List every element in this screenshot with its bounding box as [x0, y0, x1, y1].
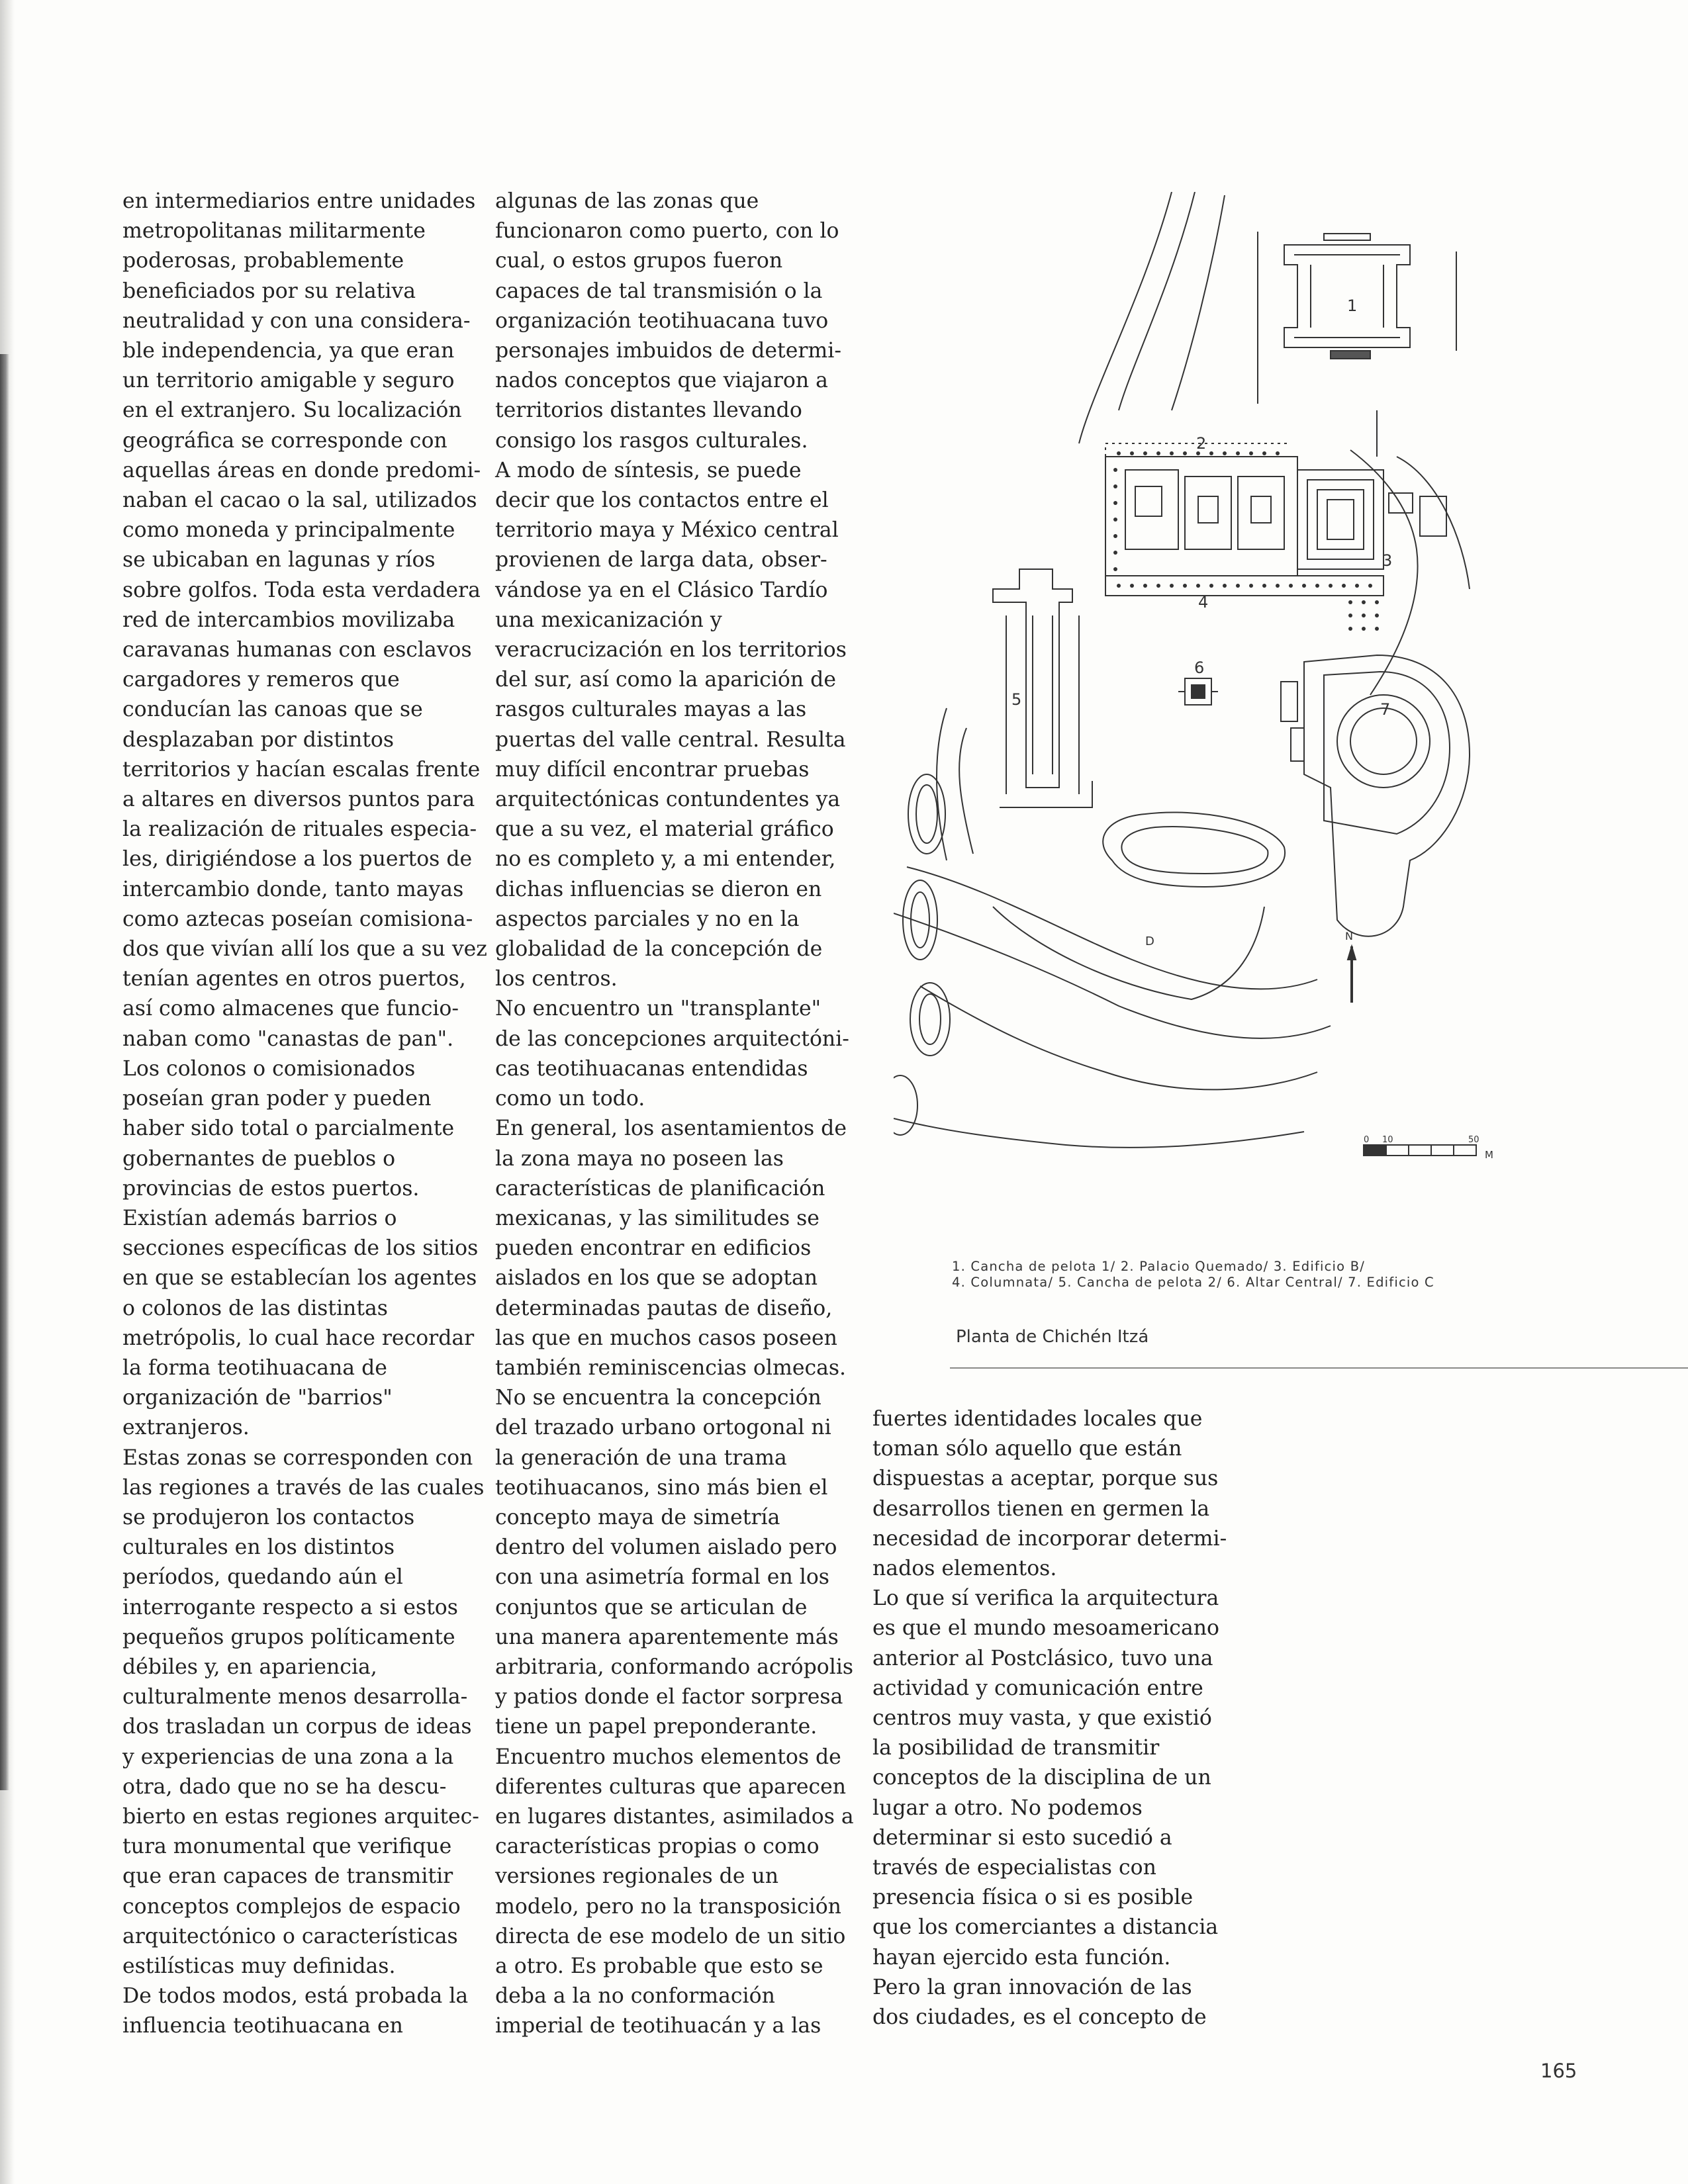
text-line: anterior al Postclásico, tuvo una	[872, 1646, 1213, 1670]
text-line: poseían gran poder y pueden	[122, 1087, 432, 1111]
text-line: y experiencias de una zona a la	[122, 1745, 454, 1769]
text-line: puertas del valle central. Resulta	[495, 727, 846, 752]
text-line: culturalmente menos desarrolla-	[122, 1685, 468, 1709]
text-line: toman sólo aquello que están	[872, 1437, 1182, 1461]
text-line: metrópolis, lo cual hace recordar	[122, 1326, 475, 1350]
text-line: Encuentro muchos elementos de	[495, 1745, 841, 1769]
building-number-3: 3	[1382, 551, 1393, 570]
text-line: aislados en los que se adoptan	[495, 1266, 818, 1291]
chichen-itza-plan	[894, 192, 1523, 1224]
text-line: conjuntos que se articulan de	[495, 1595, 808, 1619]
text-line: gobernantes de pueblos o	[122, 1146, 396, 1171]
figure-legend	[952, 1259, 1528, 1291]
text-line: En general, los asentamientos de	[495, 1116, 847, 1141]
contour-line	[959, 728, 973, 854]
text-line: consigo los rasgos culturales.	[495, 428, 808, 453]
text-line: también reminiscencias olmecas.	[495, 1355, 847, 1380]
text-line: De todos modos, está probada la	[122, 1984, 469, 2009]
text-line: territorio maya y México central	[495, 518, 839, 543]
text-line: fuertes identidades locales que	[872, 1407, 1203, 1431]
text-line: arbitraria, conformando acrópolis	[495, 1655, 854, 1679]
text-line: naban como "canastas de pan".	[122, 1026, 454, 1051]
text-line: estilísticas muy definidas.	[122, 1954, 396, 1978]
text-line: versiones regionales de un	[495, 1864, 779, 1889]
legend-line: 4. Columnata/ 5. Cancha de pelota 2/ 6. Altar Central/ 7. Edificio C	[952, 1275, 1434, 1290]
text-line: rasgos culturales mayas a las	[495, 698, 807, 722]
scale-unit: M	[1485, 1149, 1493, 1161]
building-number-2: 2	[1196, 434, 1207, 453]
text-line: con una asimetría formal en los	[495, 1565, 829, 1590]
building-7	[1281, 655, 1470, 936]
building-number-7: 7	[1380, 700, 1391, 719]
text-line: geográfica se corresponde con	[122, 428, 447, 453]
text-line: débiles y, en apariencia,	[122, 1655, 377, 1679]
text-line: cas teotihuacanas entendidas	[495, 1056, 808, 1081]
text-line: extranjeros.	[122, 1416, 250, 1440]
text-line: tenían agentes en otros puertos,	[122, 967, 466, 991]
text-line: es que el mundo mesoamericano	[872, 1616, 1219, 1641]
text-line: y patios donde el factor sorpresa	[495, 1685, 843, 1709]
text-line: beneficiados por su relativa	[122, 279, 416, 303]
caption-divider	[950, 1367, 1688, 1369]
text-line: un territorio amigable y seguro	[122, 369, 455, 393]
text-line: globalidad de la concepción de	[495, 937, 823, 962]
scale-label-end: 50	[1468, 1135, 1479, 1145]
text-line: influencia teotihuacana en	[122, 2014, 403, 2038]
contour-line	[1119, 192, 1195, 410]
text-line: caravanas humanas con esclavos	[122, 638, 472, 662]
text-line: capaces de tal transmisión o la	[495, 279, 823, 303]
text-line: dispuestas a aceptar, porque sus	[872, 1467, 1219, 1491]
text-line: ble independencia, ya que eran	[122, 339, 455, 363]
text-line: a otro. Es probable que esto se	[495, 1954, 823, 1978]
text-line: necesidad de incorporar determi-	[872, 1526, 1227, 1551]
text-line: presencia física o si es posible	[872, 1886, 1194, 1910]
pond-label: D	[1145, 934, 1154, 948]
text-line: que eran capaces de transmitir	[122, 1864, 453, 1889]
text-line: conceptos de la disciplina de un	[872, 1766, 1211, 1790]
building-2-4	[1105, 443, 1383, 596]
contour-line	[894, 913, 1331, 1038]
mound	[894, 1075, 917, 1135]
text-line: que a su vez, el material gráfico	[495, 817, 834, 842]
text-line: territorios y hacían escalas frente	[122, 757, 481, 782]
text-line: bierto en estas regiones arquitec-	[122, 1804, 479, 1829]
text-line: la posibilidad de transmitir	[872, 1736, 1160, 1760]
pond-outline	[1103, 812, 1285, 887]
text-line: aquellas áreas en donde predomi-	[122, 458, 481, 482]
text-line: No encuentro un "transplante"	[495, 997, 821, 1021]
text-line: deba a la no conformación	[495, 1984, 775, 2009]
building-number-4: 4	[1198, 593, 1209, 612]
legend-line: 1. Cancha de pelota 1/ 2. Palacio Quemado/ 3. Edificio B/	[952, 1259, 1366, 1274]
text-line: conducían las canoas que se	[122, 698, 423, 722]
text-column-1	[122, 187, 487, 2042]
text-line: desplazaban por distintos	[122, 727, 395, 752]
text-line: aspectos parciales y no en la	[495, 907, 800, 931]
text-line: así como almacenes que funcio-	[122, 997, 459, 1021]
text-line: que los comerciantes a distancia	[872, 1915, 1219, 1940]
text-line: tiene un papel preponderante.	[495, 1715, 818, 1739]
text-line: dos trasladan un corpus de ideas	[122, 1715, 472, 1739]
text-line: determinar si esto sucedió a	[872, 1825, 1172, 1850]
text-line: través de especialistas con	[872, 1856, 1156, 1880]
text-line: Existían además barrios o	[122, 1206, 397, 1230]
text-line: determinadas pautas de diseño,	[495, 1296, 833, 1320]
text-line: Estas zonas se corresponden con	[122, 1445, 473, 1470]
text-line: la realización de rituales especia-	[122, 817, 477, 842]
text-line: los centros.	[495, 967, 618, 991]
binding-edge	[0, 354, 9, 1790]
text-line: muy difícil encontrar pruebas	[495, 757, 810, 782]
text-line: del trazado urbano ortogonal ni	[495, 1416, 831, 1440]
text-line: nados conceptos que viajaron a	[495, 369, 828, 393]
building-6	[1178, 678, 1218, 705]
text-line: períodos, quedando aún el	[122, 1565, 403, 1590]
text-line: la zona maya no poseen las	[495, 1146, 784, 1171]
text-line: hayan ejercido esta función.	[872, 1945, 1171, 1970]
building-number-5: 5	[1011, 690, 1022, 709]
scale-label-mid: 10	[1382, 1135, 1393, 1145]
scale-label-zero: 0	[1364, 1135, 1370, 1145]
text-line: les, dirigiéndose a los puertos de	[122, 847, 473, 872]
text-line: poderosas, probablemente	[122, 249, 404, 273]
text-line: red de intercambios movilizaba	[122, 608, 455, 632]
contour-line	[894, 1118, 1304, 1148]
text-column-2	[495, 187, 854, 2042]
text-line: o colonos de las distintas	[122, 1296, 388, 1320]
text-line: como un todo.	[495, 1087, 645, 1111]
mound	[916, 785, 937, 843]
building-number-6: 6	[1194, 659, 1205, 677]
mound	[908, 774, 945, 854]
text-line: organización de "barrios"	[122, 1386, 393, 1410]
contour-line	[1172, 195, 1225, 410]
text-line: interrogante respecto a si estos	[122, 1595, 458, 1619]
text-line: haber sido total o parcialmente	[122, 1116, 455, 1141]
text-line: de las concepciones arquitectóni-	[495, 1026, 849, 1051]
page-number: 165	[1540, 2060, 1577, 2082]
mound	[919, 994, 941, 1044]
text-line: cual, o estos grupos fueron	[495, 249, 783, 273]
text-line: metropolitanas militarmente	[122, 219, 426, 244]
text-line: nados elementos.	[872, 1557, 1057, 1581]
text-line: cargadores y remeros que	[122, 668, 400, 692]
text-line: Lo que sí verifica la arquitectura	[872, 1586, 1219, 1611]
text-line: A modo de síntesis, se puede	[495, 458, 802, 482]
text-line: modelo, pero no la transposición	[495, 1894, 841, 1919]
figure-caption: Planta de Chichén Itzá	[956, 1327, 1149, 1347]
text-line: pequeños grupos políticamente	[122, 1625, 455, 1649]
text-line: culturales en los distintos	[122, 1535, 395, 1560]
text-line: sobre golfos. Toda esta verdadera	[122, 578, 481, 602]
text-line: arquitectónico o características	[122, 1924, 458, 1948]
text-line: del sur, así como la aparición de	[495, 668, 836, 692]
text-line: arquitectónicas contundentes ya	[495, 788, 841, 812]
text-line: funcionaron como puerto, con lo	[495, 219, 839, 244]
text-line: desarrollos tienen en germen la	[872, 1496, 1210, 1521]
text-line: diferentes culturas que aparecen	[495, 1774, 847, 1799]
text-line: características de planificación	[495, 1176, 825, 1201]
text-line: imperial de teotihuacán y a las	[495, 2014, 821, 2038]
text-line: como aztecas poseían comisiona-	[122, 907, 473, 931]
text-line: se produjeron los contactos	[122, 1505, 415, 1529]
text-line: naban el cacao o la sal, utilizados	[122, 488, 477, 513]
text-line: organización teotihuacana tuvo	[495, 308, 829, 333]
text-line: mexicanas, y las similitudes se	[495, 1206, 820, 1230]
text-line: vándose ya en el Clásico Tardío	[495, 578, 828, 602]
text-line: lugar a otro. No podemos	[872, 1796, 1143, 1820]
text-line: decir que los contactos entre el	[495, 488, 829, 513]
north-label: N	[1345, 930, 1353, 942]
building-number-1: 1	[1347, 296, 1358, 315]
contour-line	[1079, 192, 1172, 443]
text-line: se ubicaban en lagunas y ríos	[122, 548, 436, 572]
text-line: no es completo y, a mi entender,	[495, 847, 836, 872]
text-line: la forma teotihuacana de	[122, 1355, 387, 1380]
text-line: la generación de una trama	[495, 1445, 787, 1470]
site-plan-figure	[894, 192, 1523, 1224]
text-column-3	[872, 1404, 1227, 2032]
text-line: una manera aparentemente más	[495, 1625, 839, 1649]
colonnade-dots	[1113, 451, 1379, 631]
text-line: a altares en diversos puntos para	[122, 788, 475, 812]
text-line: secciones específicas de los sitios	[122, 1236, 479, 1261]
text-line: en intermediarios entre unidades	[122, 189, 476, 213]
text-line: neutralidad y con una considera-	[122, 308, 471, 333]
building-5	[993, 569, 1092, 807]
text-line: provienen de larga data, obser-	[495, 548, 827, 572]
text-line: concepto maya de simetría	[495, 1505, 780, 1529]
text-line: directa de ese modelo de un sitio	[495, 1924, 846, 1948]
text-line: intercambio donde, tanto mayas	[122, 877, 464, 901]
text-line: provincias de estos puertos.	[122, 1176, 420, 1201]
text-line: actividad y comunicación entre	[872, 1676, 1203, 1700]
text-line: personajes imbuidos de determi-	[495, 339, 841, 363]
text-line: conceptos complejos de espacio	[122, 1894, 461, 1919]
text-line: otra, dado que no se ha descu-	[122, 1774, 447, 1799]
text-line: en el extranjero. Su localización	[122, 398, 462, 423]
text-line: dos que vivían allí los que a su vez	[122, 937, 487, 962]
text-line: Pero la gran innovación de las	[872, 1975, 1192, 1999]
text-line: centros muy vasta, y que existió	[872, 1706, 1212, 1731]
text-line: Los colonos o comisionados	[122, 1056, 416, 1081]
text-line: veracrucización en los territorios	[495, 638, 847, 662]
text-line: las regiones a través de las cuales	[122, 1475, 485, 1500]
text-line: teotihuacanos, sino más bien el	[495, 1475, 828, 1500]
contour-line	[1397, 457, 1470, 589]
text-line: dentro del volumen aislado pero	[495, 1535, 837, 1560]
text-line: territorios distantes llevando	[495, 398, 802, 423]
north-arrow	[1348, 946, 1356, 1003]
text-line: una mexicanización y	[495, 608, 722, 632]
building-3	[1297, 410, 1446, 569]
text-line: pueden encontrar en edificios	[495, 1236, 812, 1261]
scale-bar	[1364, 1145, 1476, 1156]
text-line: las que en muchos casos poseen	[495, 1326, 837, 1350]
text-line: dichas influencias se dieron en	[495, 877, 822, 901]
text-line: en lugares distantes, asimilados a	[495, 1804, 854, 1829]
text-line: dos ciudades, es el concepto de	[872, 2005, 1207, 2030]
building-1	[1258, 232, 1456, 404]
text-line: como moneda y principalmente	[122, 518, 455, 543]
text-line: en que se establecían los agentes	[122, 1266, 477, 1291]
text-line: tura monumental que verifique	[122, 1835, 452, 1859]
pond-outline	[1121, 827, 1268, 874]
text-line: características propias o como	[495, 1835, 820, 1859]
text-line: algunas de las zonas que	[495, 189, 759, 213]
contour-line	[907, 867, 1317, 989]
text-line: No se encuentra la concepción	[495, 1386, 821, 1410]
